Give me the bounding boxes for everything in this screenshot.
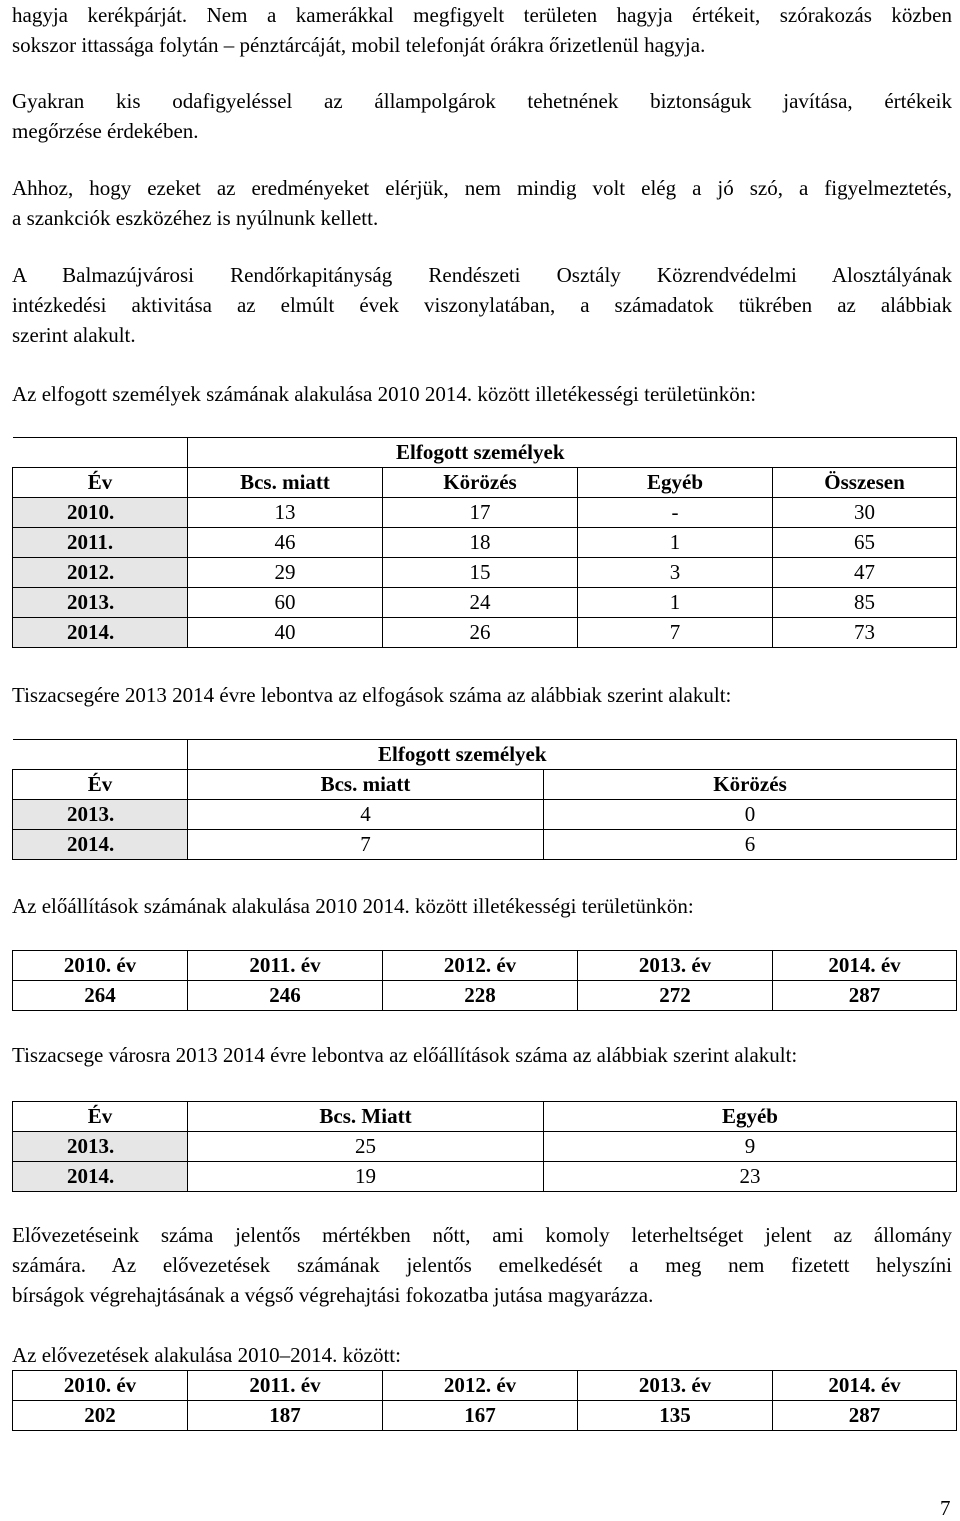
table-group-header: Elfogott személyek	[188, 740, 957, 770]
column-header: 2010. év	[13, 1371, 188, 1401]
paragraph-line: megőrzése érdekében.	[12, 119, 199, 143]
summons-table	[12, 1370, 957, 1431]
paragraph-line: számára. Az elővezetések számának jelentős emelkedését a meg nem fizetett helyszíni	[12, 1253, 952, 1277]
table-cell: 135	[578, 1401, 773, 1431]
table-cell: 272	[578, 981, 773, 1011]
table-cell: 40	[188, 618, 383, 648]
table-row	[13, 1401, 957, 1431]
column-header: 2013. év	[578, 1371, 773, 1401]
column-header: Körözés	[383, 468, 578, 498]
table-row	[13, 1132, 957, 1162]
year-cell: 2014.	[13, 1162, 188, 1192]
year-cell: 2010.	[13, 498, 188, 528]
column-header: 2014. év	[773, 1371, 957, 1401]
paragraph-line: intézkedési aktivitása az elmúlt évek viszonylatában, a számadatok tükrében az alábbiak	[12, 293, 952, 317]
table-cell: 167	[383, 1401, 578, 1431]
table-cell: 9	[544, 1132, 957, 1162]
table-cell: 187	[188, 1401, 383, 1431]
year-cell: 2013.	[13, 588, 188, 618]
table-cell: -	[578, 498, 773, 528]
column-header: 2011. év	[188, 1371, 383, 1401]
table-group-header: Elfogott személyek	[188, 438, 773, 468]
table-cell: 65	[773, 528, 957, 558]
table5-caption: Az elővezetések alakulása 2010–2014. között:	[12, 1343, 401, 1367]
table-cell: 46	[188, 528, 383, 558]
table-cell: 246	[188, 981, 383, 1011]
table-cell: 287	[773, 1401, 957, 1431]
year-cell: 2012.	[13, 558, 188, 588]
year-cell: 2013.	[13, 1132, 188, 1162]
table-cell: 15	[383, 558, 578, 588]
table-cell: 228	[383, 981, 578, 1011]
table-row	[13, 528, 957, 558]
table-cell	[13, 740, 188, 770]
table-cell: 85	[773, 588, 957, 618]
table-row	[13, 830, 957, 860]
column-header: Év	[13, 468, 188, 498]
paragraph-line: bírságok végrehajtásának a végső végrehajtási fokozatba jutása magyarázza.	[12, 1283, 654, 1307]
column-header: 2012. év	[383, 951, 578, 981]
paragraph-line: Gyakran kis odafigyeléssel az állampolgárok tehetnének biztonságuk javítása, értékeik	[12, 89, 952, 113]
table-cell: 26	[383, 618, 578, 648]
paragraph-line: A Balmazújvárosi Rendőrkapitányság Rendészeti Osztály Közrendvédelmi Alosztályának	[12, 263, 952, 287]
column-header: 2014. év	[773, 951, 957, 981]
column-header: Összesen	[773, 468, 957, 498]
year-cell: 2014.	[13, 618, 188, 648]
paragraph-line: szerint alakult.	[12, 323, 136, 347]
table-cell: 4	[188, 800, 544, 830]
table-cell: 29	[188, 558, 383, 588]
table-cell: 30	[773, 498, 957, 528]
table-cell: 7	[188, 830, 544, 860]
table-cell: 23	[544, 1162, 957, 1192]
year-cell: 2011.	[13, 528, 188, 558]
table-cell	[773, 438, 957, 468]
column-header: 2013. év	[578, 951, 773, 981]
table-cell: 47	[773, 558, 957, 588]
paragraph-line: a szankciók eszközéhez is nyúlnunk kellett.	[12, 206, 379, 230]
table-row	[13, 800, 957, 830]
paragraph-line: sokszor ittassága folytán – pénztárcáját, mobil telefonját órákra őrizetlenül hagyja.	[12, 33, 706, 57]
column-header: Év	[13, 1102, 188, 1132]
table1-caption: Az elfogott személyek számának alakulása 2010 2014. között illetékességi területünkön:	[12, 382, 757, 406]
table-cell: 24	[383, 588, 578, 618]
table-cell: 60	[188, 588, 383, 618]
year-cell: 2014.	[13, 830, 188, 860]
table-cell: 202	[13, 1401, 188, 1431]
column-header: 2012. év	[383, 1371, 578, 1401]
table-cell	[13, 438, 188, 468]
tiszacsege-arrests-table	[12, 739, 957, 860]
table-row	[13, 558, 957, 588]
table4-caption: Tiszacsege városra 2013 2014 évre lebontva az előállítások száma az alábbiak szerint alakult:	[12, 1043, 798, 1067]
table-row	[13, 1162, 957, 1192]
column-header: Bcs. miatt	[188, 770, 544, 800]
paragraph-line: hagyja kerékpárját. Nem a kamerákkal megfigyelt területen hagyja értékeit, szórakozás közben	[12, 3, 952, 27]
table2-caption: Tiszacsegére 2013 2014 évre lebontva az elfogások száma az alábbiak szerint alakult:	[12, 683, 732, 707]
table-cell: 18	[383, 528, 578, 558]
table-cell: 1	[578, 588, 773, 618]
table-row	[13, 588, 957, 618]
table-cell: 1	[578, 528, 773, 558]
column-header: Körözés	[544, 770, 957, 800]
table-cell: 264	[13, 981, 188, 1011]
page-number: 7	[940, 1496, 951, 1520]
table-cell: 13	[188, 498, 383, 528]
table-row	[13, 498, 957, 528]
arrests-table	[12, 437, 957, 648]
table-cell: 6	[544, 830, 957, 860]
year-cell: 2013.	[13, 800, 188, 830]
paragraph-line: Ahhoz, hogy ezeket az eredményeket elérjük, nem mindig volt elég a jó szó, a figyelmeztetés,	[12, 176, 952, 200]
column-header: Egyéb	[578, 468, 773, 498]
table-cell: 7	[578, 618, 773, 648]
column-header: Bcs. miatt	[188, 468, 383, 498]
table-row	[13, 981, 957, 1011]
table-cell: 0	[544, 800, 957, 830]
paragraph-line: Elővezetéseink száma jelentős mértékben nőtt, ami komoly leterheltséget jelent az állomány	[12, 1223, 952, 1247]
table-cell: 73	[773, 618, 957, 648]
tiszacsege-detentions-table	[12, 1101, 957, 1192]
table-cell: 287	[773, 981, 957, 1011]
column-header: Bcs. Miatt	[188, 1102, 544, 1132]
table-cell: 17	[383, 498, 578, 528]
column-header: 2011. év	[188, 951, 383, 981]
table-cell: 25	[188, 1132, 544, 1162]
table-cell: 19	[188, 1162, 544, 1192]
table-cell: 3	[578, 558, 773, 588]
table3-caption: Az előállítások számának alakulása 2010 2014. között illetékességi területünkön:	[12, 894, 694, 918]
column-header: 2010. év	[13, 951, 188, 981]
column-header: Egyéb	[544, 1102, 957, 1132]
table-row	[13, 618, 957, 648]
column-header: Év	[13, 770, 188, 800]
detentions-table	[12, 950, 957, 1011]
